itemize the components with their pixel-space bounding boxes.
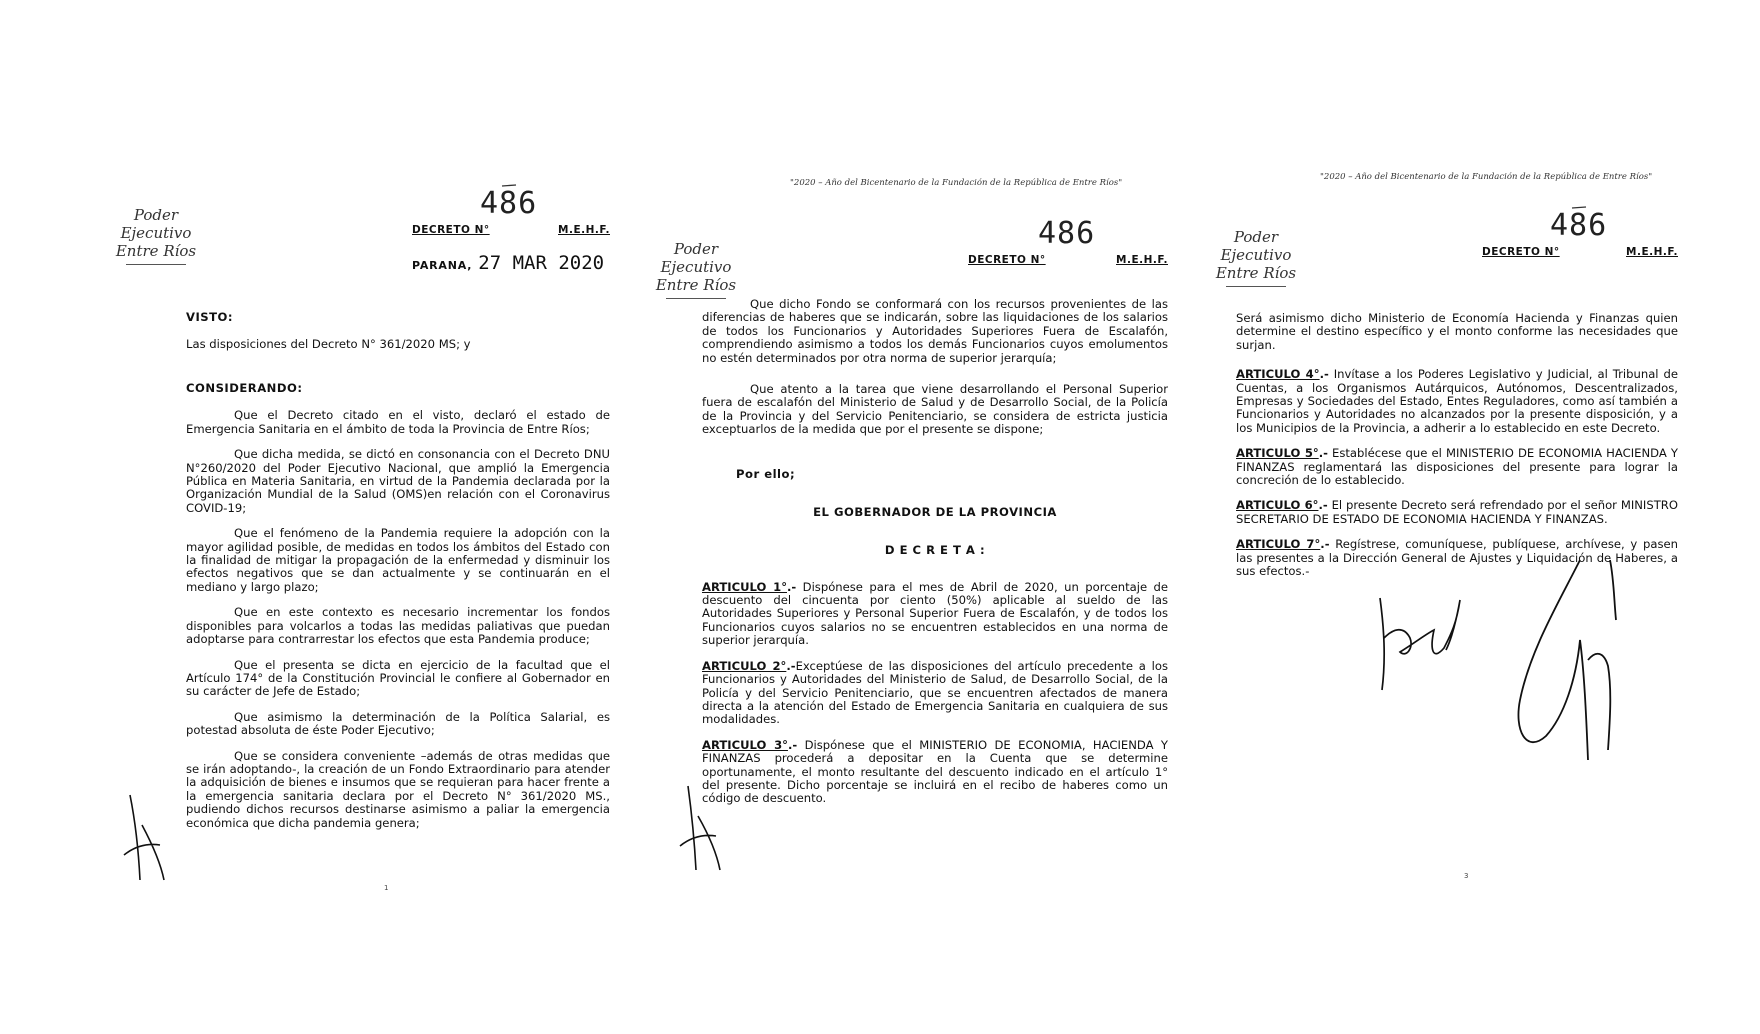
header-year-motto: "2020 – Año del Bicentenario de la Fundación de la República de Entre Ríos" — [790, 178, 1123, 188]
decree-date: 27 MAR 2020 — [478, 252, 605, 274]
logo-line1: Poder Ejecutivo — [660, 240, 732, 276]
visto-text: Las disposiciones del Decreto N° 361/2020 MS; y — [186, 337, 471, 351]
ministry-code: M.E.H.F. — [1626, 246, 1678, 258]
decreto-label-line — [1482, 246, 1678, 258]
considerando-paragraph: Que en este contexto es necesario incrementar los fondos disponibles para volcarlos a todas las medidas paliativas que puedan adoptarse para contrarrestar los efectos que esta Pandemia produce; — [186, 605, 610, 647]
article-label: ARTICULO 2° — [702, 658, 787, 673]
ministry-code: M.E.H.F. — [558, 224, 610, 236]
article-label: ARTICULO 7° — [1236, 537, 1321, 552]
decree-number: 486 — [480, 186, 538, 221]
decree-number: 486 — [1038, 216, 1096, 251]
article-label: ARTICULO 4° — [1236, 367, 1320, 382]
considerando-paragraph: Que el fenómeno de la Pandemia requiere la adopción con la mayor agilidad posible, de medidas en todos los ámbitos del Estado con la finalidad de mitigar la propagación de la enfermedad y disminuir los efectos negativos que se dan actualmente y se continuarán en el mediano y largo plazo; — [186, 526, 610, 594]
ministry-code: M.E.H.F. — [1116, 254, 1168, 266]
initial-signature-icon — [120, 785, 170, 885]
article-label: ARTICULO 6° — [1236, 498, 1319, 513]
considerando-paragraph: Que se considera conveniente –además de otras medidas que se irán adoptando-, la creación de un Fondo Extraordinario para atender la adquisición de bienes e insumos que se requieran para hacer frente a la emergencia sanitaria declara por el Decreto N° 361/2020 MS., pudiendo dichos recursos destinarse asimismo a paliar la emergencia económica que dicha pandemia genera; — [186, 748, 610, 830]
page2-body — [702, 298, 1168, 818]
letterhead-logo — [108, 206, 204, 265]
decreto-label: DECRETO N° — [1482, 246, 1560, 258]
article-1: ARTICULO 1°.- Dispónese para el mes de Abril de 2020, un porcentaje de descuento del cincuenta por ciento (50%) aplicable al sueldo de las Autoridades Superiores y Personal Superior Fuera de Escalafón, y de todos los Funcionarios cuyos salarios no se encuentren establecidos en una norma de superior jerarquía. — [702, 579, 1168, 648]
logo-rule — [1226, 286, 1286, 287]
article-text: Invítase a los Poderes Legislativo y Judicial, al Tribunal de Cuentas, a los Organismos Autárquicos, Autónomos, Descentralizados, Empresas y Sociedades del Estado, Entes Reguladores, como así también a Funcionarios y Autoridades no alcanzados por la presente disposición, y a los Municipios de la Provincia, a adherir a lo establecido en este Decreto. — [1236, 367, 1678, 435]
decree-page-3 — [1180, 0, 1760, 1034]
article-text: Exceptúese de las disposiciones del artículo precedente a los Funcionarios y Autoridades del Ministerio de Salud, de Desarrollo Social, de la Policía y del Servicio Penitenciario, que se encuentren afectados de manera directa a la atención del Estado de Emergencia Sanitaria en cualquiera de sus modalidades. — [702, 658, 1168, 727]
place-date-line — [412, 252, 604, 274]
governor-heading: EL GOBERNADOR DE LA PROVINCIA — [813, 504, 1057, 519]
page-number: 3 — [1464, 872, 1469, 880]
decreto-label-line — [412, 224, 610, 236]
logo-line2: Entre Ríos — [1215, 264, 1297, 282]
header-year-motto: "2020 – Año del Bicentenario de la Fundación de la República de Entre Ríos" — [1320, 172, 1653, 182]
article-3: ARTICULO 3°.- Dispónese que el MINISTERIO DE ECONOMIA, HACIENDA Y FINANZAS procederá a depositar en la Cuenta que se determine oportunamente, el monto resultante del descuento indicado en el artículo 1° del presente. Dicho porcentaje se incluirá en el recibo de haberes como un código de descuento. — [702, 737, 1168, 806]
intro-paragraph: Será asimismo dicho Ministerio de Economía Hacienda y Finanzas quien determine el destino específico y el monto conforme las necesidades que surjan. — [1236, 311, 1678, 352]
page1-body — [186, 310, 610, 842]
letterhead-logo — [648, 240, 744, 299]
article-label: ARTICULO 5° — [1236, 446, 1319, 461]
decreto-label-line — [968, 254, 1168, 266]
article-text: Dispónese que el MINISTERIO DE ECONOMIA, HACIENDA Y FINANZAS procederá a depositar en la Cuenta que se determine oportunamente, el monto resultante del descuento indicado en el artículo 1° del presente. Dicho porcentaje se incluirá en el recibo de haberes como un código de descuento. — [702, 737, 1168, 806]
letterhead-logo — [1208, 228, 1304, 287]
visto-heading: VISTO: — [186, 310, 234, 324]
signature-minister-icon — [1480, 540, 1650, 770]
logo-line1: Poder Ejecutivo — [120, 206, 192, 242]
initial-signature-icon — [676, 778, 726, 874]
article-label: ARTICULO 1° — [702, 579, 787, 594]
logo-line2: Entre Ríos — [115, 242, 197, 260]
considerando-paragraph: Que atento a la tarea que viene desarrollando el Personal Superior fuera de escalafón del Ministerio de Salud y de Desarrollo Social, de la Policía de la Provincia y del Servicio Penitenciario, se considera de estricta justicia exceptuarlos de la medida que por el presente se dispone; — [702, 382, 1168, 437]
page-number: 1 — [384, 884, 389, 892]
article-text: Establécese que el MINISTERIO DE ECONOMIA HACIENDA Y FINANZAS reglamentará las disposiciones del presente para lograr la concreción de lo establecido. — [1236, 446, 1678, 488]
place: PARANA, — [412, 259, 473, 272]
article-text: El presente Decreto será refrendado por el señor MINISTRO SECRETARIO DE ESTADO DE ECONOMIA HACIENDA Y FINANZAS. — [1236, 498, 1678, 526]
number-overline-mark — [1572, 206, 1586, 210]
considerando-paragraph: Que asimismo la determinación de la Política Salarial, es potestad absoluta de éste Poder Ejecutivo; — [186, 709, 610, 738]
article-2: ARTICULO 2°.-Exceptúese de las disposiciones del artículo precedente a los Funcionarios y Autoridades del Ministerio de Salud, de Desarrollo Social, de la Policía y del Servicio Penitenciario, que se encuentren afectados de manera directa a la atención del Estado de Emergencia Sanitaria en cualquiera de sus modalidades. — [702, 658, 1168, 727]
article-6: ARTICULO 6°.- El presente Decreto será refrendado por el señor MINISTRO SECRETARIO DE ESTADO DE ECONOMIA HACIENDA Y FINANZAS. — [1236, 498, 1678, 526]
logo-line1: Poder Ejecutivo — [1220, 228, 1292, 264]
article-5: ARTICULO 5°.- Establécese que el MINISTERIO DE ECONOMIA HACIENDA Y FINANZAS reglamentará las disposiciones del presente para lograr la concreción de lo establecido. — [1236, 446, 1678, 488]
decree-page-1 — [0, 0, 620, 1034]
decree-number: 486 — [1550, 208, 1608, 243]
article-4: ARTICULO 4°.- Invítase a los Poderes Legislativo y Judicial, al Tribunal de Cuentas, a los Organismos Autárquicos, Autónomos, Descentralizados, Empresas y Sociedades del Estado, Entes Reguladores, como así también a Funcionarios y Autoridades no alcanzados por la presente disposición, y a los Municipios de la Provincia, a adherir a lo establecido en este Decreto. — [1236, 367, 1678, 435]
considerando-paragraph: Que el Decreto citado en el visto, declaró el estado de Emergencia Sanitaria en el ámbito de toda la Provincia de Entre Ríos; — [186, 408, 610, 436]
article-text: Dispónese para el mes de Abril de 2020, un porcentaje de descuento del cincuenta por ciento (50%) aplicable al sueldo de las Autoridades Superiores y Personal Superior Fuera de Escalafón, y de todos los Funcionarios cuyos salarios no se encuentren establecidos en una norma de superior jerarquía. — [702, 579, 1168, 648]
signature-governor-icon — [1360, 578, 1480, 698]
considerando-heading: CONSIDERANDO: — [186, 381, 303, 396]
considerando-paragraph: Que dicho Fondo se conformará con los recursos provenientes de las diferencias de haberes que se indicarán, sobre las liquidaciones de los salarios de todos los Funcionarios y Autoridades Superiores Fuera de Escalafón, comprendiendo asimismo a todos los demás Funcionarios cuyos emolumentos no estén determinados por otra norma de superior jerarquía; — [702, 297, 1168, 365]
considerando-paragraph: Que el presenta se dicta en ejercicio de la facultad que el Artículo 174° de la Constitución Provincial le confiere al Gobernador en su carácter de Jefe de Estado; — [186, 657, 610, 699]
article-7: ARTICULO 7°.- Regístrese, comuníquese, publíquese, archívese, y pasen las presentes a la Dirección General de Ajustes y Liquidación de Haberes, a sus efectos.- — [1236, 537, 1678, 579]
logo-line2: Entre Ríos — [655, 276, 737, 294]
decreto-label: DECRETO N° — [968, 254, 1046, 266]
article-text: Regístrese, comuníquese, publíquese, archívese, y pasen las presentes a la Dirección General de Ajustes y Liquidación de Haberes, a sus efectos.- — [1236, 537, 1678, 579]
number-overline-mark — [502, 184, 516, 188]
considerando-paragraph: Que dicha medida, se dictó en consonancia con el Decreto DNU N°260/2020 del Poder Ejecutivo Nacional, que amplió la Emergencia Pública en Materia Sanitaria, en virtud de la Pandemia declarada por la Organización Mundial de la Salud (OMS)en relación con el Coronavirus COVID-19; — [186, 447, 610, 515]
decreta-heading: D E C R E T A : — [884, 542, 986, 557]
por-ello: Por ello; — [736, 466, 796, 481]
article-label: ARTICULO 3° — [702, 737, 788, 752]
decree-page-2 — [620, 0, 1180, 1034]
decreto-label: DECRETO N° — [412, 224, 490, 236]
logo-rule — [126, 264, 186, 265]
